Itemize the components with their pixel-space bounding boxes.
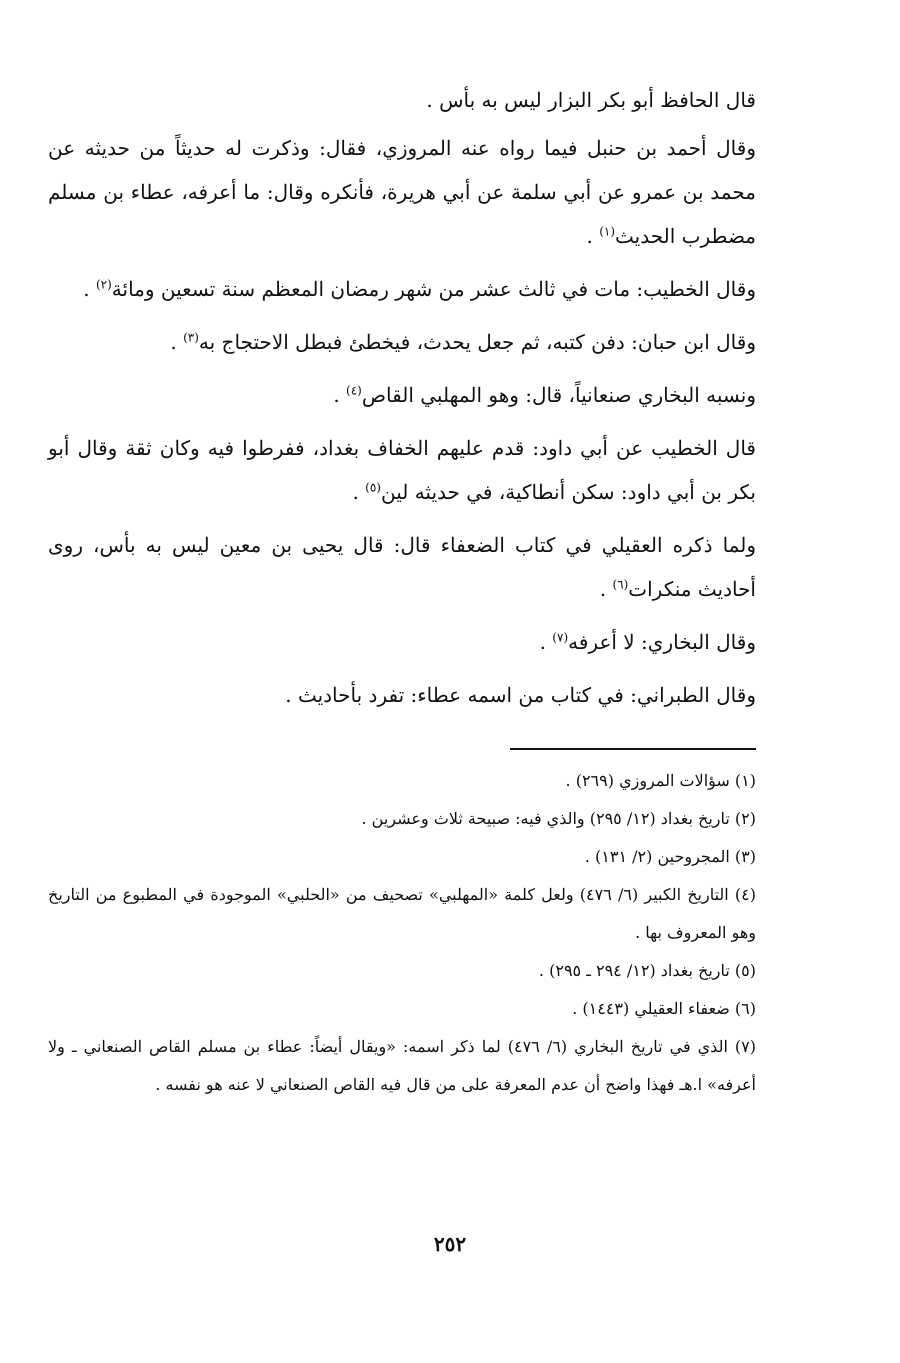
footnote-marker-3[interactable]: (٣) — [183, 330, 199, 345]
paragraph-text: ونسبه البخاري صنعانياً، قال: وهو المهلبي القاص — [361, 383, 756, 407]
paragraph-text: وقال أحمد بن حنبل فيما رواه عنه المروزي، فقال: وذكرت له حديثاً من حديثه عن محمد بن عمرو عن أبي سلمة عن أبي هريرة، فأنكره وقال: ما أعرفه، عطاء بن مسلم مضطرب الحديث — [48, 136, 756, 248]
footnote-marker-5[interactable]: (٥) — [365, 480, 381, 495]
paragraph-text: وقال البخاري: لا أعرفه — [568, 630, 756, 654]
footnote-separator — [510, 748, 756, 750]
footnote-marker-2[interactable]: (٢) — [95, 277, 112, 292]
paragraph-bukhari-nisba — [48, 373, 756, 417]
paragraph-tabarani — [48, 673, 756, 717]
footnote-2: (٢) تاريخ بغداد (١٢/ ٢٩٥) والذي فيه: صبيحة ثلاث وعشرين . — [361, 809, 756, 828]
period: . — [170, 330, 184, 354]
paragraph-text: وقال ابن حبان: دفن كتبه، ثم جعل يحدث، فيخطئ فبطل الاحتجاج به — [198, 330, 756, 354]
paragraph-ahmad — [48, 126, 756, 258]
footnotes — [48, 762, 756, 1104]
paragraph-text: قال الحافظ أبو بكر البزار ليس به بأس . — [426, 88, 756, 112]
paragraph-text: ولما ذكره العقيلي في كتاب الضعفاء قال: قال يحيى بن معين ليس به بأس، روى أحاديث منكرات — [48, 533, 756, 601]
period: . — [352, 480, 366, 504]
footnote-marker-4[interactable]: (٤) — [346, 383, 362, 398]
page-number: ٢٥٢ — [433, 1232, 467, 1256]
footnote-3: (٣) المجروحين (٢/ ١٣١) . — [584, 847, 756, 866]
paragraph-uqayli — [48, 523, 756, 611]
footnote-marker-1[interactable]: (١) — [599, 224, 616, 239]
footnote-7: (٧) الذي في تاريخ البخاري (٦/ ٤٧٦) لما ذكر اسمه: «ويقال أيضاً: عطاء بن مسلم القاص الصنعاني ـ ولا أعرفه» ا.هـ فهذا واضح أن عدم المعرفة على من قال فيه القاص الصنعاني لا عنه هو نفسه . — [48, 1037, 757, 1094]
footnote-5: (٥) تاريخ بغداد (١٢/ ٢٩٤ ـ ٢٩٥) . — [538, 961, 756, 980]
footnote-marker-7[interactable]: (٧) — [552, 630, 569, 645]
paragraph-ibn-hibban — [48, 320, 756, 364]
period: . — [539, 630, 553, 654]
footnote-1: (١) سؤالات المروزي (٢٦٩) . — [565, 771, 756, 790]
paragraph-khatib-death — [48, 267, 756, 311]
footnote-4: (٤) التاريخ الكبير (٦/ ٤٧٦) ولعل كلمة «المهلبي» تصحيف من «الحلبي» الموجودة في المطبوع من التاريخ وهو المعروف بها . — [48, 885, 756, 942]
period: . — [599, 577, 613, 601]
period: . — [333, 383, 347, 407]
paragraph-bazzar — [48, 78, 756, 122]
period: . — [586, 224, 600, 248]
paragraph-bukhari — [48, 620, 756, 664]
paragraph-text: قال الخطيب عن أبي داود: قدم عليهم الخفاف بغداد، ففرطوا فيه وكان ثقة وقال أبو بكر بن أبي داود: سكن أنطاكية، في حديثه لين — [48, 436, 756, 504]
main-text — [48, 78, 756, 726]
footnote-marker-6[interactable]: (٦) — [612, 577, 629, 592]
footnote-6: (٦) ضعفاء العقيلي (١٤٤٣) . — [572, 999, 756, 1018]
paragraph-text: وقال الطبراني: في كتاب من اسمه عطاء: تفرد بأحاديث . — [285, 683, 756, 707]
period: . — [83, 277, 96, 301]
paragraph-abu-dawud — [48, 426, 756, 514]
paragraph-text: وقال الخطيب: مات في ثالث عشر من شهر رمضان المعظم سنة تسعين ومائة — [111, 277, 756, 301]
